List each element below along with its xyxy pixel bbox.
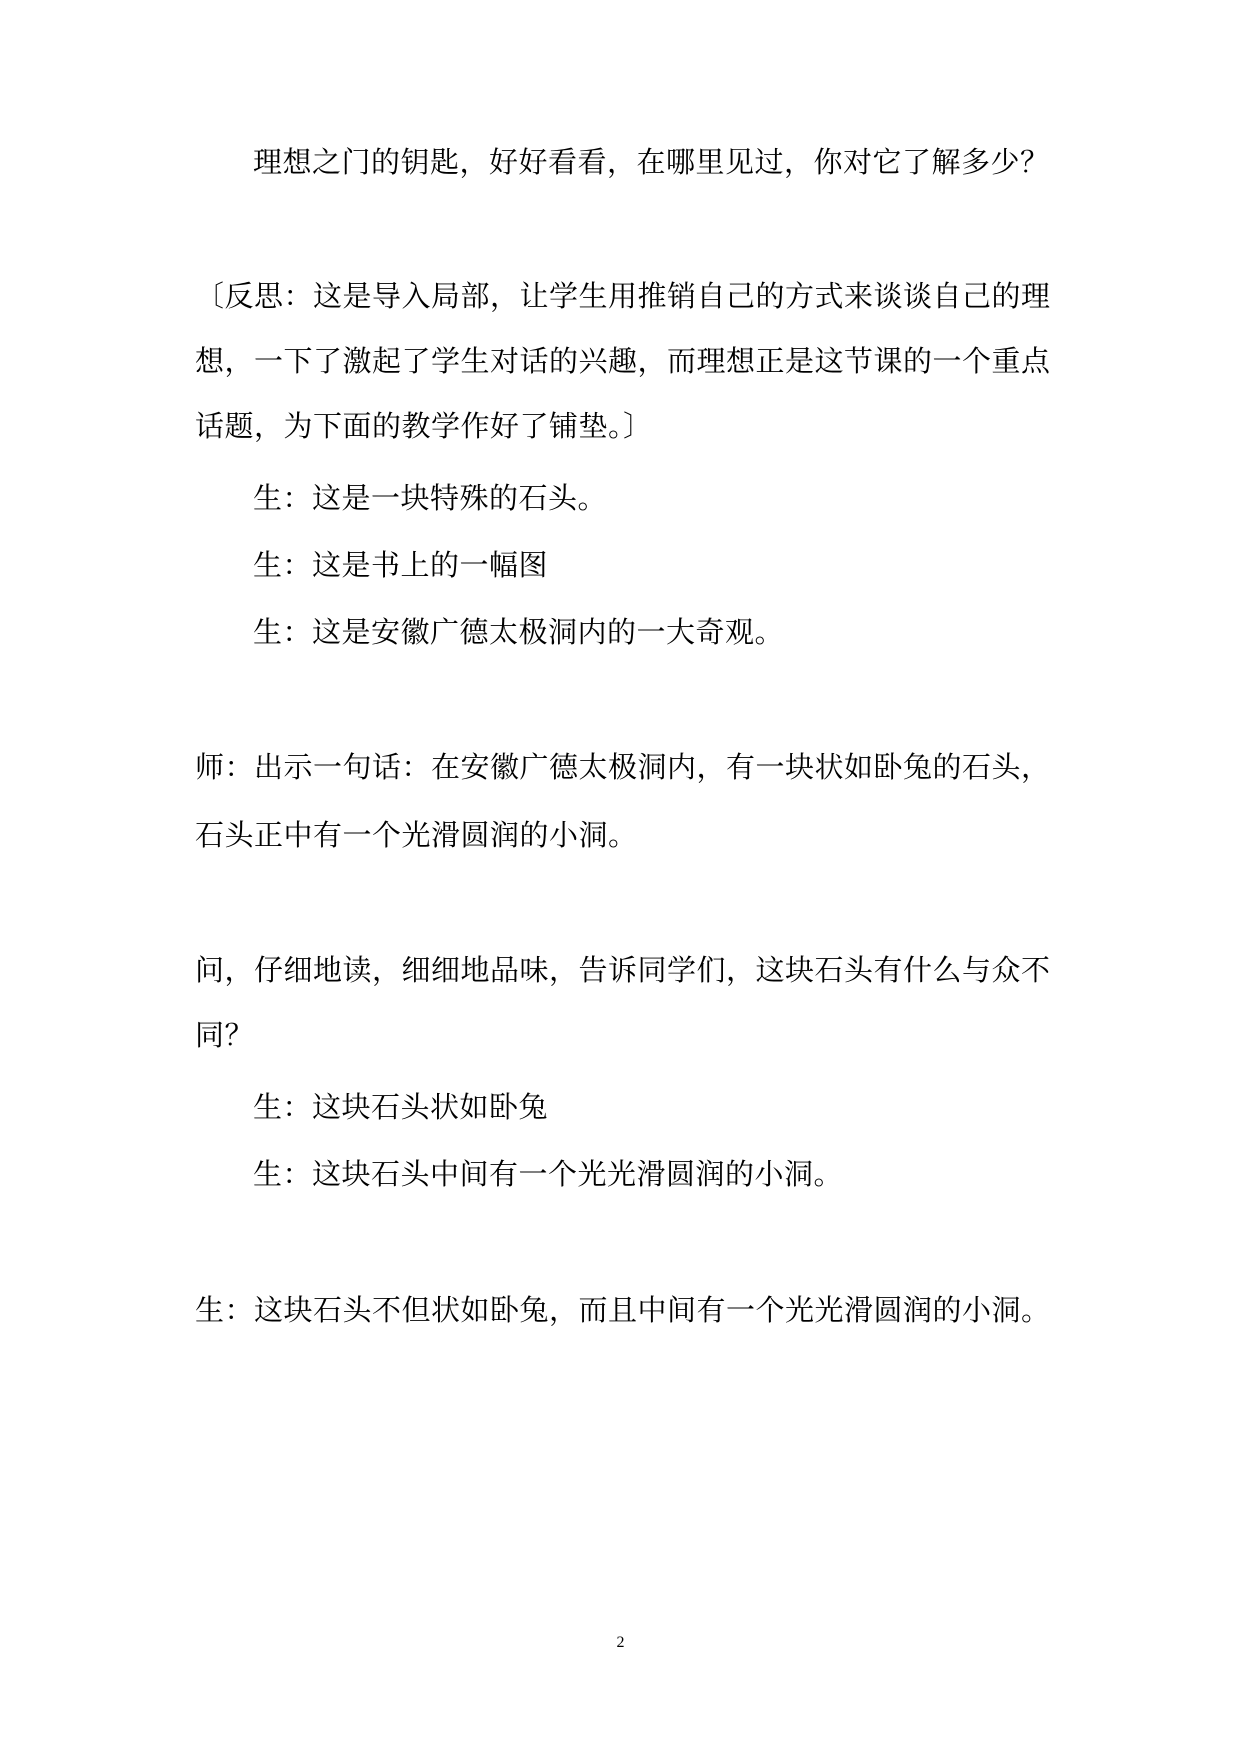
- paragraph-line: 同？: [195, 1018, 255, 1052]
- page-number: 2: [616, 1634, 625, 1651]
- paragraph-line: 生：这是一块特殊的石头。: [253, 481, 608, 515]
- paragraph-line: 想，一下了激起了学生对话的兴趣，而理想正是这节课的一个重点: [195, 344, 1051, 378]
- paragraph-line: 生：这是安徽广德太极洞内的一大奇观。: [253, 615, 785, 649]
- paragraph-line: 生：这块石头中间有一个光光滑圆润的小洞。: [253, 1157, 844, 1191]
- paragraph-line: 生：这块石头不但状如卧兔，而且中间有一个光光滑圆润的小洞。: [195, 1293, 1051, 1327]
- paragraph-line: 问，仔细地读，细细地品味，告诉同学们，这块石头有什么与众不: [195, 953, 1051, 987]
- paragraph-line: 〔反思：这是导入局部，让学生用推销自己的方式来谈谈自己的理: [195, 279, 1051, 313]
- paragraph-line: 生：这块石头状如卧兔: [253, 1090, 549, 1124]
- paragraph-line: 石头正中有一个光滑圆润的小洞。: [195, 818, 638, 852]
- paragraph-line: 话题，为下面的教学作好了铺垫。〕: [195, 409, 653, 443]
- paragraph-line: 理想之门的钥匙，好好看看，在哪里见过，你对它了解多少？: [253, 145, 1050, 179]
- paragraph-line: 生：这是书上的一幅图: [253, 548, 549, 582]
- paragraph-line: 师：出示一句话：在安徽广德太极洞内，有一块状如卧兔的石头，: [195, 750, 1051, 784]
